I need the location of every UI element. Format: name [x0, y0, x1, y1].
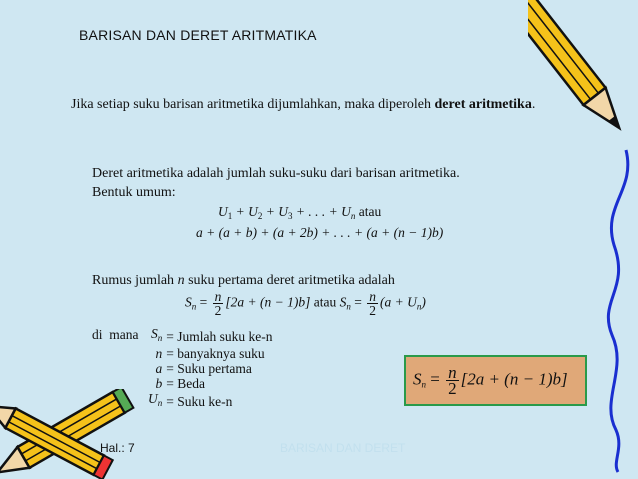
page-number: Hal.: 7: [100, 441, 135, 455]
highlighted-formula: $S_n$ = $\frac{n}{2}$ [2a + (n − 1)b]: [413, 363, 568, 398]
rumus-intro: Rumus jumlah n suku pertama deret aritmetika adalah: [92, 273, 395, 288]
squiggle-line: [608, 150, 628, 472]
intro-paragraph: [71, 95, 571, 114]
definition-row: $U_n$ = Suku ke-n: [148, 391, 233, 409]
bentuk-umum-label: Bentuk umum:: [92, 185, 176, 200]
general-form-line2: a + (a + b) + (a + 2b) + . . . + (a + (n − 1)b): [196, 225, 444, 240]
general-form-line1: $U_1 + U_2 + U_3$ + . . . + $U_n$ atau: [218, 204, 382, 221]
highlighted-formula-box: [404, 355, 587, 406]
footer-title: BARISAN DAN DERET: [280, 441, 406, 455]
definitions-table: [146, 326, 274, 411]
sum-formula: $S_n$ = $\frac{n}{2}$ [2a + (n − 1)b] atau $S_n$ = $\frac{n}{2}$ $(a + U_n)$: [185, 289, 426, 318]
di-mana-label: di mana: [92, 327, 139, 342]
definition-row: $S_n$ = Jumlah suku ke-n: [151, 326, 273, 344]
definition-paragraph: [92, 164, 562, 202]
pencil-icon: [528, 0, 638, 160]
definition-row: b = Beda: [155, 376, 205, 391]
intro-bold-term: deret aritmetika: [434, 97, 532, 112]
intro-text: Jika setiap suku barisan aritmetika dijumlahkan, maka diperoleh: [71, 97, 435, 112]
pencil-icon: [0, 389, 140, 479]
definition-row: a = Suku pertama: [155, 361, 252, 376]
definition-row: n = banyaknya suku: [155, 346, 265, 361]
fraction-n-over-2: $\frac{n}{2}$: [214, 289, 222, 318]
intro-end: .: [531, 97, 536, 112]
slide-title: BARISAN DAN DERET ARITMATIKA: [79, 27, 317, 43]
definition-line: Deret aritmetika adalah jumlah suku-suku dari barisan aritmetika.: [92, 166, 460, 181]
fraction-n-over-2: $\frac{n}{2}$: [369, 289, 376, 318]
